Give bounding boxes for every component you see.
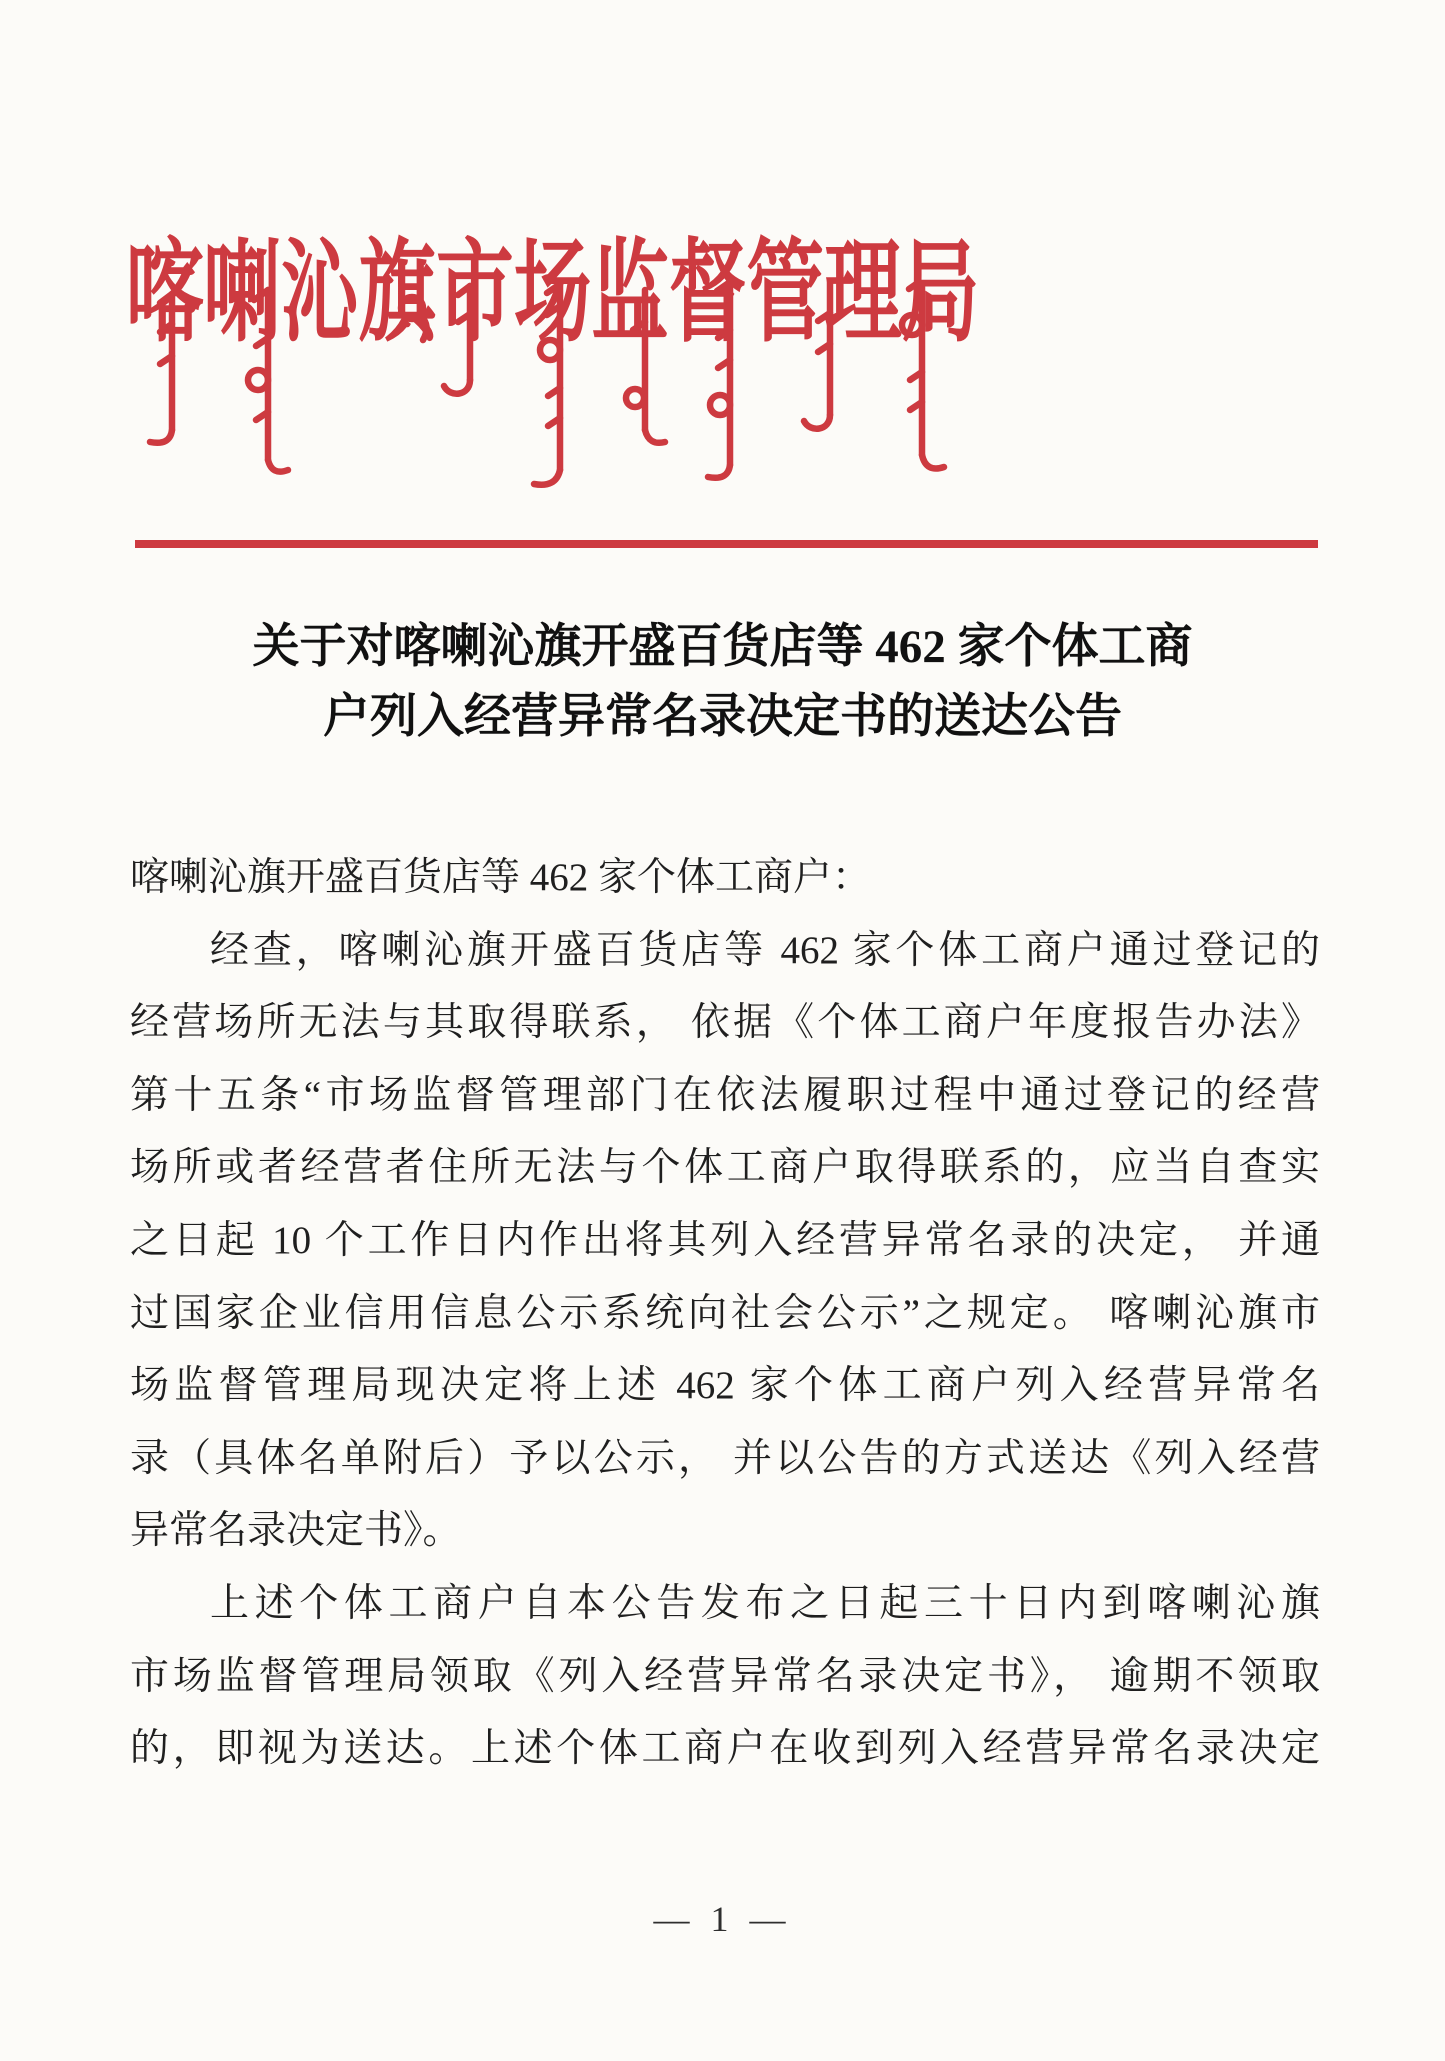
document-body xyxy=(130,842,1320,1786)
body-line: 异常名录决定书》。 xyxy=(130,1509,462,1553)
body-line: 场监督管理局现决定将上述 462 家个体工商户列入经营异常名 xyxy=(130,1364,1320,1408)
body-line: 场所或者经营者住所无法与个体工商户取得联系的，应当自查实 xyxy=(130,1146,1320,1190)
document-title xyxy=(65,612,1380,752)
body-line: 的，即视为送达。上述个体工商户在收到列入经营异常名录决定 xyxy=(130,1727,1320,1771)
body-line: 经查，喀喇沁旗开盛百货店等 462 家个体工商户通过登记的 xyxy=(210,928,1320,972)
body-line: 之日起 10 个工作日内作出将其列入经营异常名录的决定， 并通 xyxy=(130,1218,1320,1262)
body-line: 上述个体工商户自本公告发布之日起三十日内到喀喇沁旗 xyxy=(210,1581,1320,1625)
agency-name-chinese: 喀喇沁旗市场监督管理局 xyxy=(125,231,980,355)
page-number: — 1 — xyxy=(653,1899,792,1939)
document-title-line1: 关于对喀喇沁旗开盛百货店等 462 家个体工商 xyxy=(252,621,1193,673)
body-line: 市场监督管理局领取《列入经营异常名录决定书》， 逾期不领取 xyxy=(130,1654,1320,1698)
salutation-line: 喀喇沁旗开盛百货店等 462 家个体工商户： xyxy=(130,856,872,899)
red-divider-line xyxy=(135,540,1318,548)
body-line: 经营场所无法与其取得联系， 依据《个体工商户年度报告办法》 xyxy=(130,1001,1320,1045)
body-line: 录（具体名单附后）予以公示， 并以公告的方式送达《列入经营 xyxy=(130,1436,1320,1480)
body-line: 第十五条“市场监督管理部门在依法履职过程中通过登记的经营 xyxy=(130,1073,1320,1117)
agency-name-mongolian-script xyxy=(140,280,980,495)
body-line: 过国家企业信用信息公示系统向社会公示”之规定。 喀喇沁旗市 xyxy=(130,1291,1320,1335)
document-title-line2: 户列入经营异常名录决定书的送达公告 xyxy=(323,691,1122,743)
